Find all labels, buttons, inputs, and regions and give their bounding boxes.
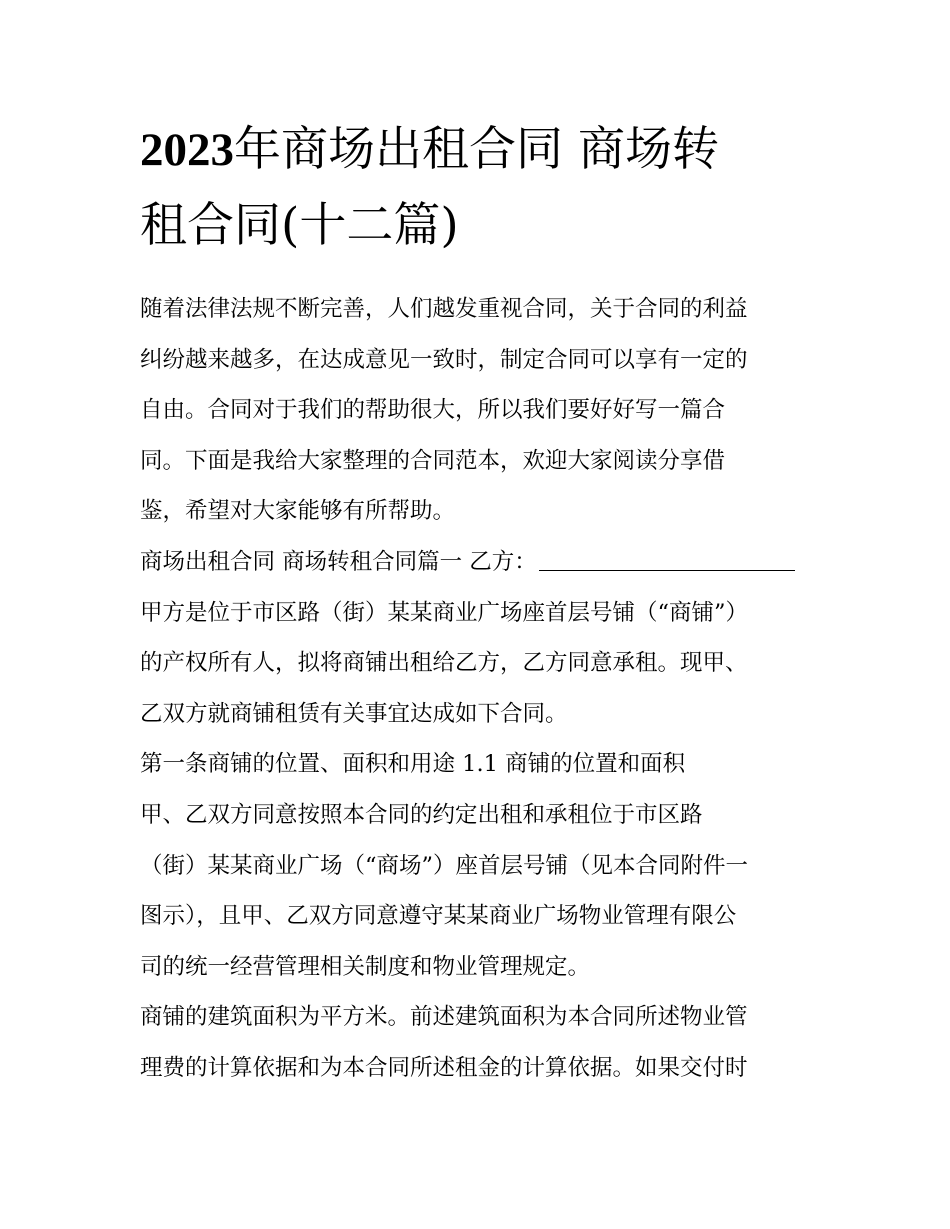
title-line-1-text: 年商场出租合同 商场转 bbox=[234, 122, 719, 177]
body-line: （街）某某商业广场（“商场”）座首层号铺（见本合同附件一 bbox=[140, 852, 749, 879]
body-line: 自由。合同对于我们的帮助很大，所以我们要好好写一篇合 bbox=[140, 397, 726, 424]
title-line-1 bbox=[140, 112, 815, 188]
body-line: 乙双方就商铺租赁有关事宜达成如下合同。 bbox=[140, 700, 568, 727]
body-line: 第一条商铺的位置、面积和用途 1.1 商铺的位置和面积 bbox=[140, 751, 686, 778]
body-line: 司的统一经营管理相关制度和物业管理规定。 bbox=[140, 953, 591, 980]
body-line: 甲方是位于市区路（街）某某商业广场座首层号铺（“商铺”） bbox=[140, 599, 749, 626]
body-line: 的产权所有人，拟将商铺出租给乙方，乙方同意承租。现甲、 bbox=[140, 650, 748, 677]
body-line: 商铺的建筑面积为平方米。前述建筑面积为本合同所述物业管 bbox=[140, 1004, 748, 1031]
body-line: 同。下面是我给大家整理的合同范本，欢迎大家阅读分享借 bbox=[140, 447, 726, 474]
document-page bbox=[140, 112, 815, 1094]
body-line: 理费的计算依据和为本合同所述租金的计算依据。如果交付时 bbox=[140, 1054, 748, 1081]
fill-in-blank bbox=[539, 548, 795, 571]
body-line-with-blank bbox=[140, 537, 815, 588]
title-year: 2023 bbox=[140, 124, 234, 176]
document-body bbox=[140, 284, 815, 1094]
body-line: 纠纷越来越多，在达成意见一致时，制定合同可以享有一定的 bbox=[140, 346, 748, 373]
body-line: 鉴，希望对大家能够有所帮助。 bbox=[140, 498, 456, 525]
body-line-text: 商场出租合同 商场转租合同篇一 乙方： bbox=[140, 548, 537, 575]
body-line: 随着法律法规不断完善，人们越发重视合同，关于合同的利益 bbox=[140, 296, 748, 322]
title-line-2: 租合同(十二篇) bbox=[140, 198, 459, 253]
body-line: 甲、乙双方同意按照本合同的约定出租和承租位于市区路 bbox=[140, 801, 703, 828]
body-line: 图示），且甲、乙双方同意遵守某某商业广场物业管理有限公 bbox=[140, 903, 737, 930]
document-title bbox=[140, 112, 815, 264]
